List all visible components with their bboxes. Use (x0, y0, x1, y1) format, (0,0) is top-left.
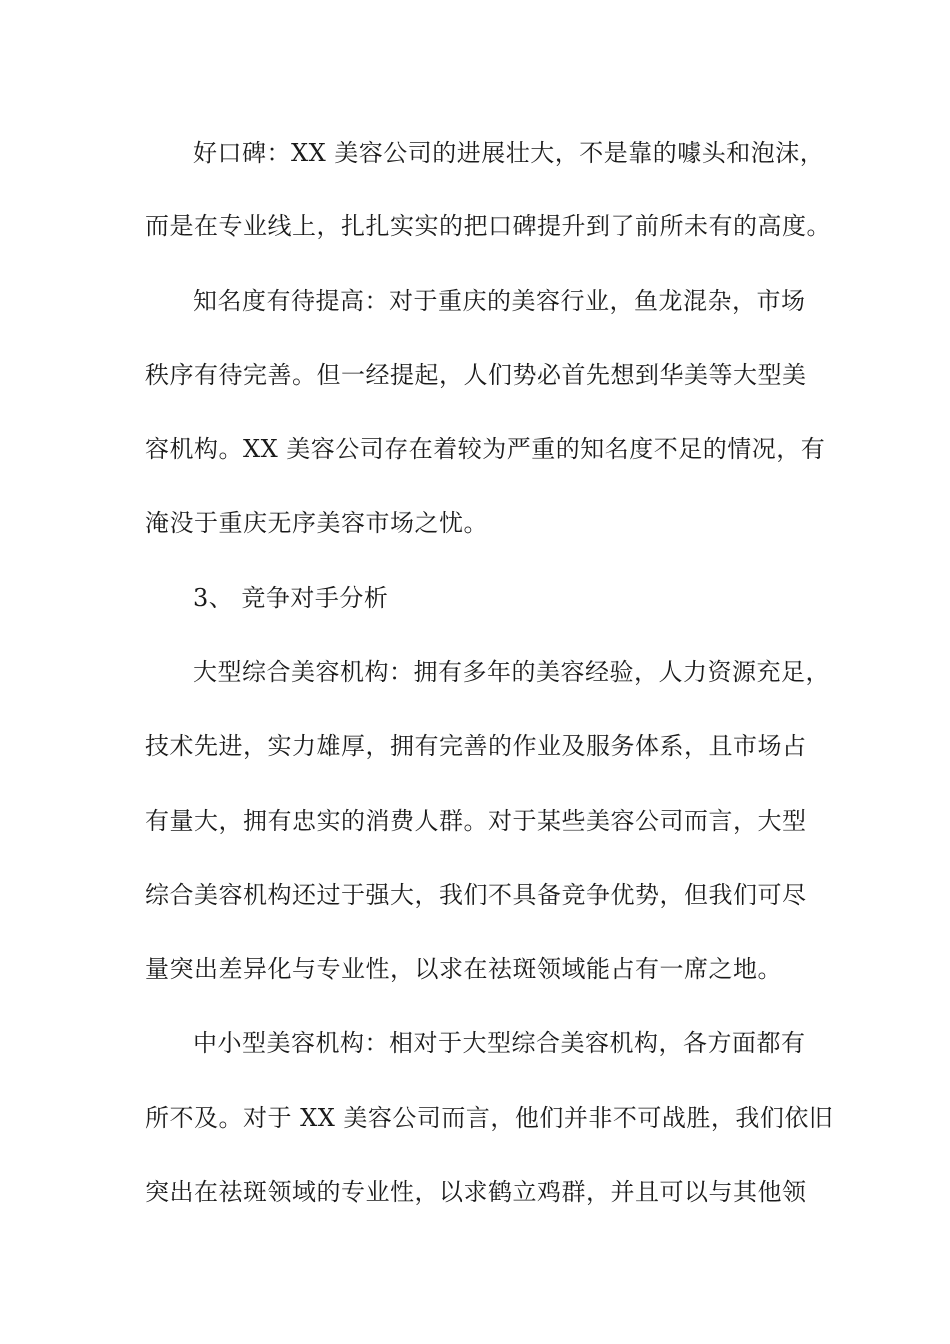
paragraph-line: 所不及。对于 XX 美容公司而言，他们并非不可战胜，我们依旧 (145, 1104, 834, 1132)
paragraph-line: 知名度有待提高：对于重庆的美容行业，鱼龙混杂，市场 (193, 287, 806, 315)
paragraph-line: 好口碑：XX 美容公司的进展壮大，不是靠的噱头和泡沫， (193, 139, 825, 167)
paragraph-line: 容机构。XX 美容公司存在着较为严重的知名度不足的情况，有 (145, 435, 826, 463)
paragraph-line: 大型综合美容机构：拥有多年的美容经验，人力资源充足， (193, 658, 830, 686)
paragraph-line: 突出在祛斑领域的专业性，以求鹤立鸡群，并且可以与其他领 (145, 1178, 807, 1206)
paragraph-line: 淹没于重庆无序美容市场之忧。 (145, 509, 488, 537)
paragraph-line: 中小型美容机构：相对于大型综合美容机构，各方面都有 (193, 1029, 806, 1057)
paragraph-line: 综合美容机构还过于强大，我们不具备竞争优势，但我们可尽 (145, 881, 807, 909)
paragraph-line: 技术先进，实力雄厚，拥有完善的作业及服务体系，且市场占 (145, 732, 807, 760)
paragraph-line: 秩序有待完善。但一经提起，人们势必首先想到华美等大型美 (145, 361, 807, 389)
paragraph-line: 量突出差异化与专业性，以求在祛斑领域能占有一席之地。 (145, 955, 782, 983)
paragraph-line: 有量大，拥有忠实的消费人群。对于某些美容公司而言，大型 (145, 807, 807, 835)
paragraph-line: 而是在专业线上，扎扎实实的把口碑提升到了前所未有的高度。 (145, 212, 831, 240)
section-heading: 3、 竞争对手分析 (193, 584, 389, 612)
